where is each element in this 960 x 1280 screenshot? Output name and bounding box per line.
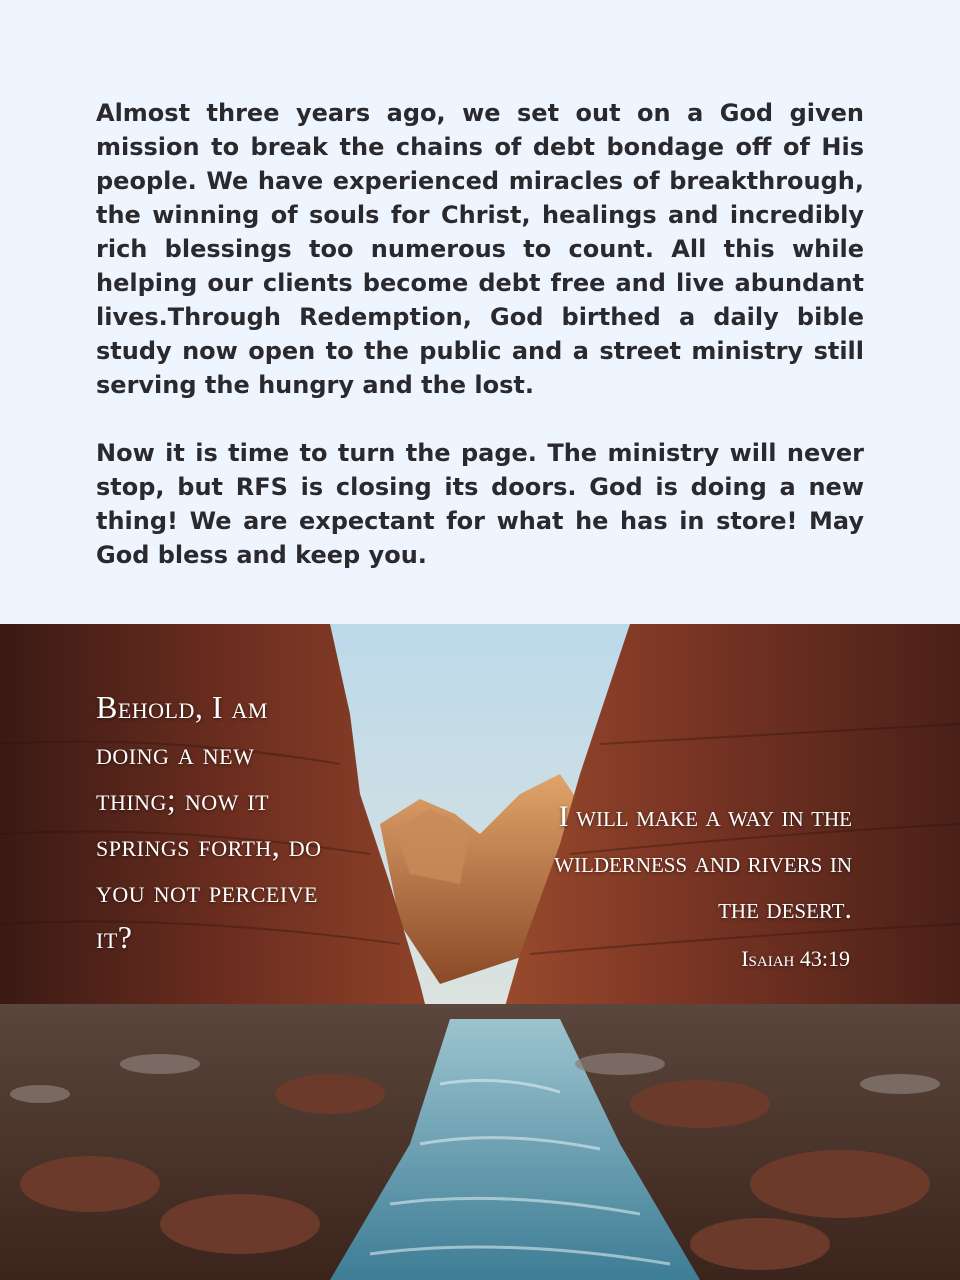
letter-section [0, 0, 960, 624]
letter-paragraph: Almost three years ago, we set out on a God given mission to break the chains of debt bondage off of His people. We have experienced miracles of breakthrough, the winning of souls for Christ, healings and incredibly rich blessings too numerous to count. All this while helping our clients become debt free and live abundant lives.Through Redemption, God birthed a daily bible study now open to the public and a street ministry still serving the hungry and the lost. [96, 99, 864, 399]
scripture-citation: Isaiah 43:19 [741, 946, 850, 971]
canyon-river-photo [0, 624, 960, 1280]
scripture-quote-right: I will make a way in the wilderness and rivers in the desert. [554, 800, 852, 925]
scripture-quote-left: Behold, I am doing a new thing; now it springs forth, do you not perceive it? [96, 689, 322, 955]
letter-paragraph: Now it is time to turn the page. The ministry will never stop, but RFS is closing its doors. God is doing a new thing! We are expectant for what he has in store! May God bless and keep you. [96, 439, 864, 569]
